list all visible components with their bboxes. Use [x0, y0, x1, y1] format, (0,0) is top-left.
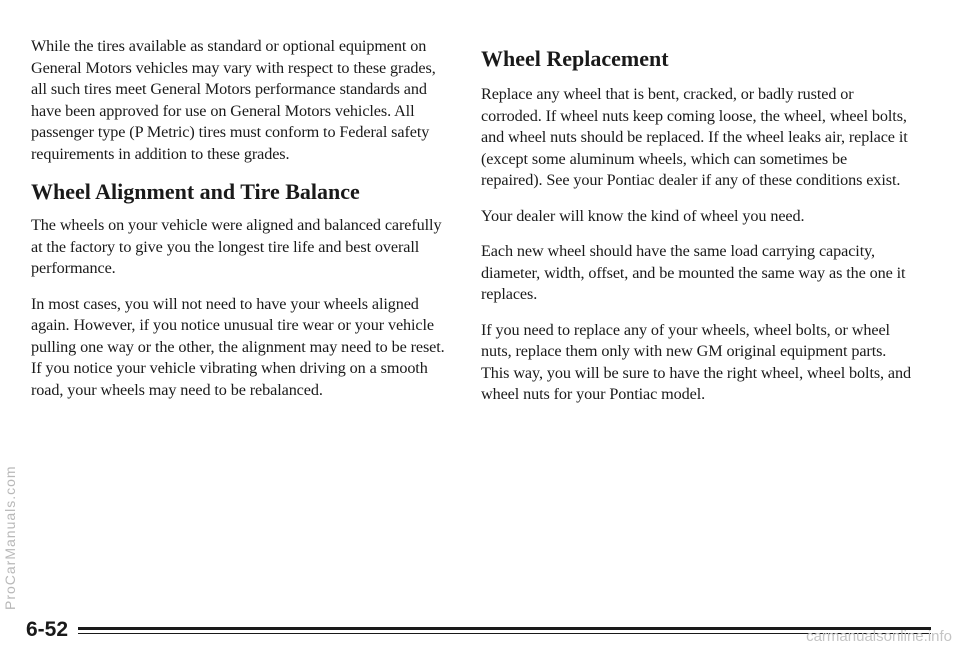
bottom-watermark: carmanualsonline.info	[806, 628, 952, 645]
page-number: 6-52	[26, 618, 69, 641]
alignment-paragraph-2: In most cases, you will not need to have your wheels aligned again. However, if you notice unusual tire wear or your vehicle pulling one way or the other, the alignment may need to be reset. If you notice your vehicle vibrating when driving on a smooth road, your wheels may need to be rebalanced.	[31, 294, 445, 399]
replacement-paragraph-2: Your dealer will know the kind of wheel you need.	[481, 206, 805, 225]
footer-rule	[78, 627, 931, 630]
right-column	[481, 46, 911, 420]
replacement-paragraph-4: If you need to replace any of your wheels, wheel bolts, or wheel nuts, replace them only with new GM original equipment parts. This way, you will be sure to have the right wheel, wheel bolts, and wheel nuts for your Pontiac model.	[481, 320, 912, 403]
page-footer	[26, 618, 931, 642]
replacement-paragraph-3: Each new wheel should have the same load carrying capacity, diameter, width, offset, and be mounted the same way as the one it replaces.	[481, 242, 906, 303]
side-watermark: ProCarManuals.com	[2, 465, 18, 610]
alignment-paragraph-1: The wheels on your vehicle were aligned and balanced carefully at the factory to give you the longest tire life and best overall performance.	[31, 216, 442, 277]
footer-rule-thin	[78, 633, 931, 634]
wheel-replacement-heading: Wheel Replacement	[481, 46, 669, 71]
intro-paragraph: While the tires available as standard or optional equipment on General Motors vehicles may vary with respect to these grades, all such tires meet General Motors performance standards and have been approved for use on General Motors vehicles. All passenger type (P Metric) tires must conform to Federal safety requirements in addition to these grades.	[31, 37, 436, 163]
wheel-alignment-heading: Wheel Alignment and Tire Balance	[31, 179, 360, 204]
replacement-paragraph-1: Replace any wheel that is bent, cracked, or badly rusted or corroded. If wheel nuts keep coming loose, the wheel, wheel bolts, and wheel nuts should be replaced. If the wheel leaks air, replace it (except some aluminum wheels, which can sometimes be repaired). See your Pontiac dealer if any of these conditions exist.	[481, 85, 908, 189]
left-column	[31, 36, 451, 415]
